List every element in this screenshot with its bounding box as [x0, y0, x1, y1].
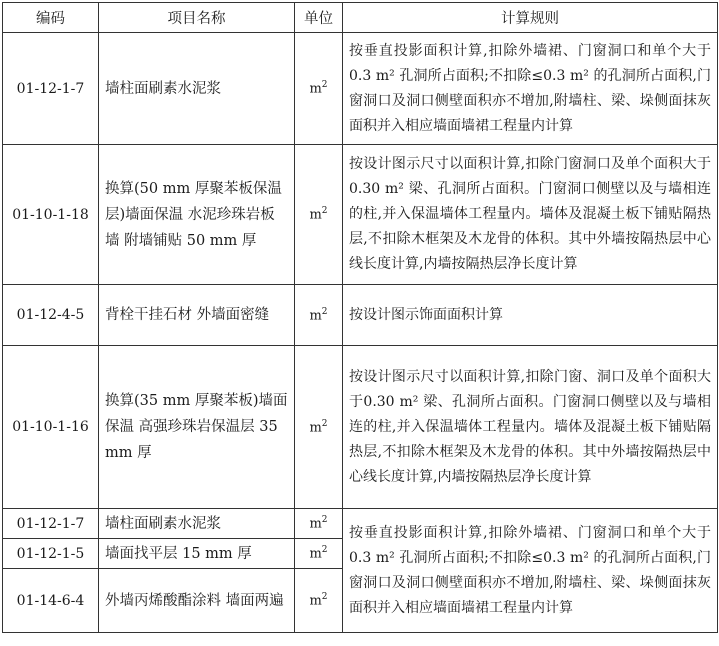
item-code: 01-14-6-4 [3, 569, 99, 633]
unit-base: m [309, 81, 322, 97]
item-unit [295, 145, 343, 285]
item-name: 外墙丙烯酸酯涂料 墙面两遍 [99, 569, 295, 633]
item-rule: 按设计图示饰面面积计算 [343, 285, 718, 346]
item-unit [295, 509, 343, 539]
item-code: 01-12-1-5 [3, 539, 99, 569]
item-unit [295, 33, 343, 145]
table-row [3, 285, 718, 346]
item-name: 背栓干挂石材 外墙面密缝 [99, 285, 295, 346]
unit-exponent: 2 [321, 592, 328, 603]
header-rule: 计算规则 [343, 3, 718, 33]
item-code: 01-12-1-7 [3, 33, 99, 145]
table-row [3, 509, 718, 539]
item-name: 墙柱面刷素水泥浆 [99, 509, 295, 539]
item-unit [295, 346, 343, 509]
unit-exponent: 2 [321, 306, 328, 317]
item-rule: 按设计图示尺寸以面积计算,扣除门窗洞口及单个面积大于0.30 m² 梁、孔洞所占面积。门窗洞口侧壁以及与墙相连的柱,并入保温墙体工程量内。墙体及混凝土板下铺贴隔热层,不扣除木框架及木龙骨的体积。其中外墙按隔热层中心线长度计算,内墙按隔热层净长度计算 [343, 145, 718, 285]
item-rule: 按垂直投影面积计算,扣除外墙裙、门窗洞口和单个大于0.3 m² 孔洞所占面积;不扣除≤0.3 m² 的孔洞所占面积,门窗洞口及洞口侧壁面积亦不增加,附墙柱、梁、垛侧面抹灰面积并入相应墙面墙裙工程量内计算 [343, 509, 718, 633]
table-row [3, 145, 718, 285]
unit-exponent: 2 [321, 515, 328, 526]
unit-base: m [309, 593, 322, 609]
item-code: 01-12-4-5 [3, 285, 99, 346]
item-unit [295, 539, 343, 569]
item-unit [295, 569, 343, 633]
unit-exponent: 2 [321, 418, 328, 429]
table-row [3, 346, 718, 509]
header-unit: 单位 [295, 3, 343, 33]
unit-base: m [309, 207, 322, 223]
item-name: 换算(35 mm 厚聚苯板)墙面保温 高强珍珠岩保温层 35 mm 厚 [99, 346, 295, 509]
item-rule: 按设计图示尺寸以面积计算,扣除门窗、洞口及单个面积大于0.30 m² 梁、孔洞所占面积。门窗洞口侧壁以及与墙相连的柱,并入保温墙体工程量内。墙体及混凝土板下铺贴隔热层,不扣除木框架及木龙骨的体积。其中外墙按隔热层中心线长度计算,内墙按隔热层净长度计算 [343, 346, 718, 509]
item-code: 01-10-1-16 [3, 346, 99, 509]
item-rule: 按垂直投影面积计算,扣除外墙裙、门窗洞口和单个大于0.3 m² 孔洞所占面积;不扣除≤0.3 m² 的孔洞所占面积,门窗洞口及洞口侧壁面积亦不增加,附墙柱、梁、垛侧面抹灰面积并入相应墙面墙裙工程量内计算 [343, 33, 718, 145]
item-name: 换算(50 mm 厚聚苯板保温层)墙面保温 水泥珍珠岩板墙 附墙铺贴 50 mm 厚 [99, 145, 295, 285]
unit-exponent: 2 [321, 206, 328, 217]
unit-base: m [309, 516, 322, 532]
unit-base: m [309, 420, 322, 436]
header-code: 编码 [3, 3, 99, 33]
unit-exponent: 2 [321, 545, 328, 556]
header-name: 项目名称 [99, 3, 295, 33]
unit-base: m [309, 546, 322, 562]
unit-exponent: 2 [321, 80, 328, 91]
unit-base: m [309, 308, 322, 324]
item-unit [295, 285, 343, 346]
calculation-rules-table [2, 2, 718, 633]
item-code: 01-10-1-18 [3, 145, 99, 285]
item-name: 墙柱面刷素水泥浆 [99, 33, 295, 145]
item-code: 01-12-1-7 [3, 509, 99, 539]
table-row [3, 33, 718, 145]
table-header-row [3, 3, 718, 33]
item-name: 墙面找平层 15 mm 厚 [99, 539, 295, 569]
